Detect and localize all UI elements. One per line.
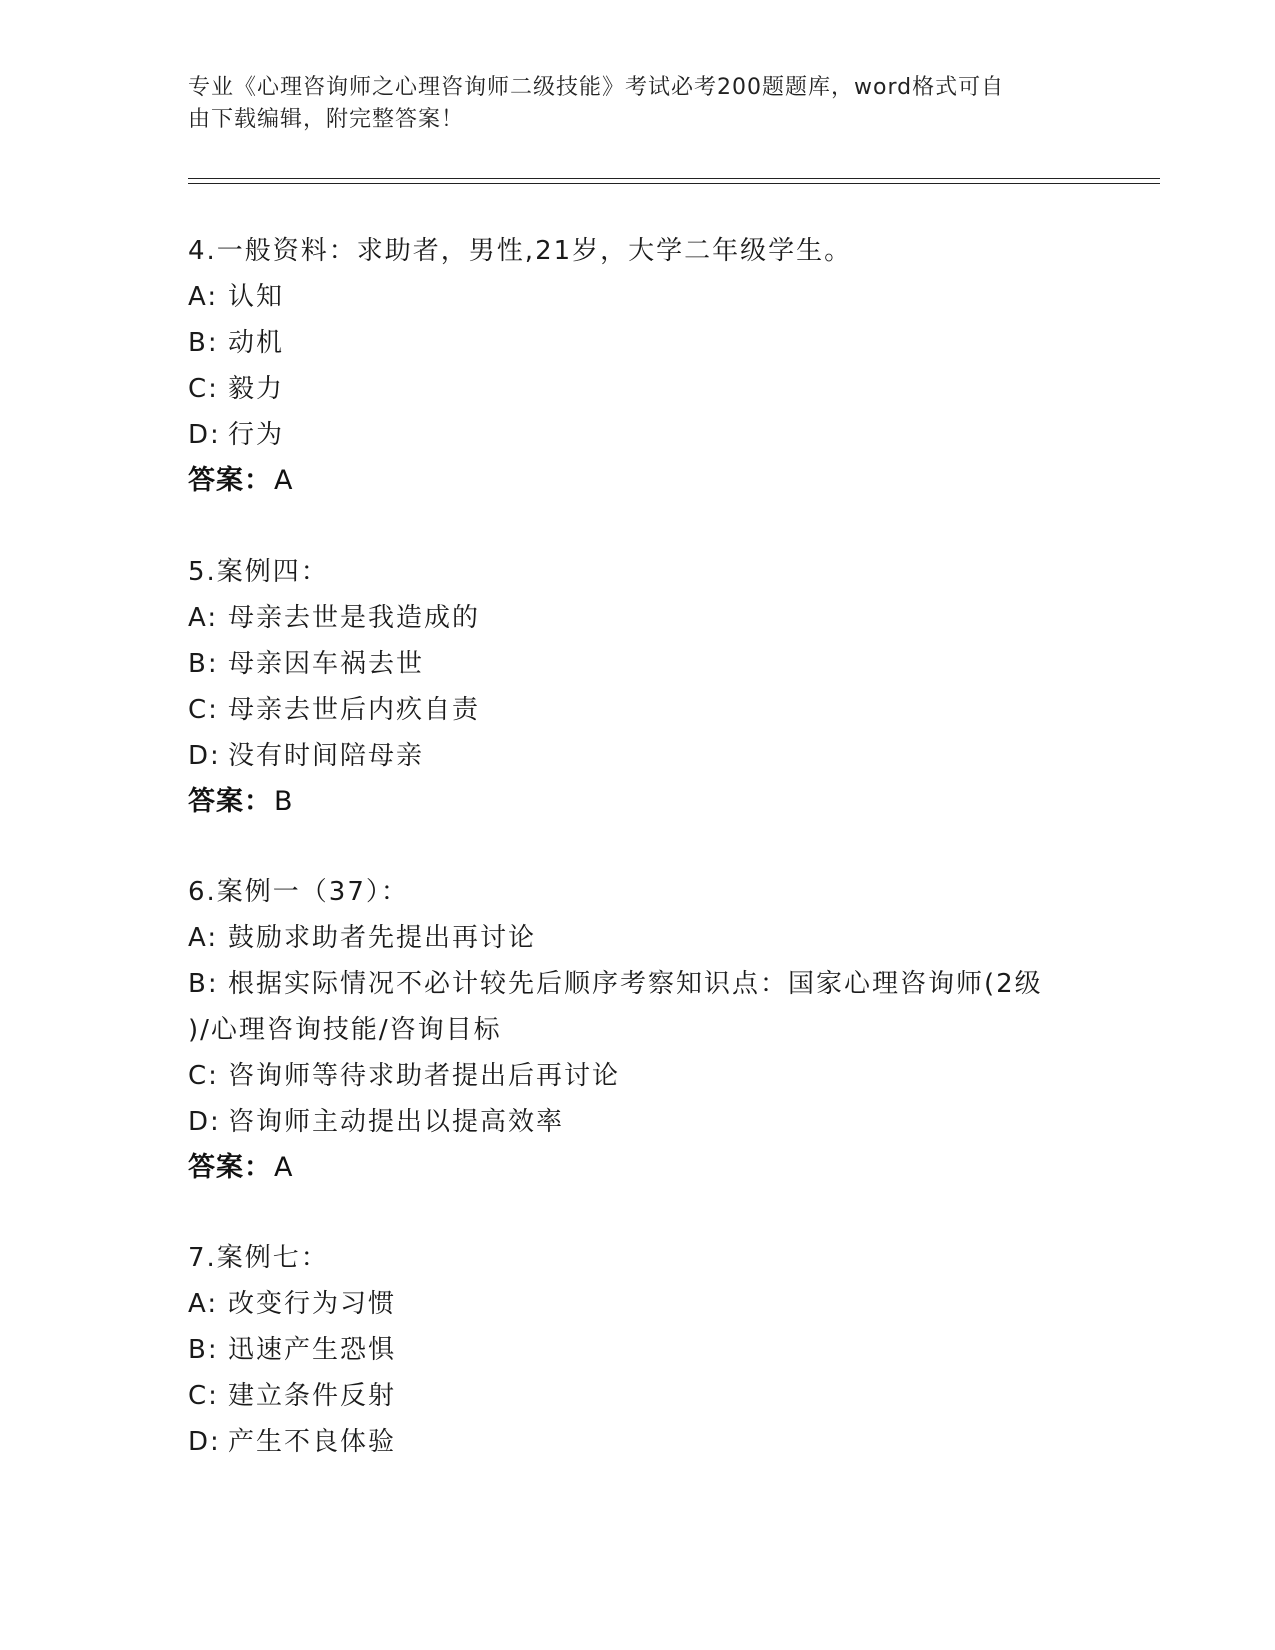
- option-c: [188, 687, 1128, 733]
- option-text: 母亲因车祸去世: [228, 649, 425, 679]
- option-d: [188, 733, 1128, 779]
- option-text: 行为: [228, 420, 285, 450]
- option-b: [188, 1327, 1128, 1373]
- answer-value: A: [274, 465, 294, 496]
- answer-label: 答案：: [188, 1152, 272, 1183]
- option-b-continuation: )/心理咨询技能/咨询目标: [188, 1015, 502, 1045]
- question-title: 7.案例七：: [188, 1243, 329, 1273]
- option-letter: D:: [188, 1427, 221, 1457]
- option-a: [188, 595, 1128, 641]
- option-letter: C:: [188, 374, 219, 404]
- document-header: [188, 72, 1088, 136]
- option-a: [188, 1281, 1128, 1327]
- option-letter: A:: [188, 1289, 219, 1319]
- option-text: 母亲去世是我造成的: [228, 603, 481, 633]
- option-text: 鼓励求助者先提出再讨论: [228, 923, 537, 953]
- option-text: 毅力: [228, 374, 285, 404]
- option-d: [188, 412, 1128, 458]
- question-block: [188, 549, 1128, 825]
- option-letter: D:: [188, 741, 221, 771]
- header-line-2: 由下载编辑，附完整答案！: [188, 107, 465, 132]
- option-letter: B:: [188, 1335, 219, 1365]
- question-title: 4.一般资料：求助者，男性,21岁，大学二年级学生。: [188, 236, 853, 266]
- answer-label: 答案：: [188, 786, 272, 817]
- option-b: [188, 641, 1128, 687]
- option-letter: D:: [188, 420, 221, 450]
- question-title: 5.案例四：: [188, 557, 329, 587]
- option-text: 产生不良体验: [228, 1427, 397, 1457]
- answer-value: B: [274, 786, 294, 817]
- option-a: [188, 915, 1128, 961]
- question-title: 6.案例一（37）：: [188, 877, 409, 907]
- answer-value: A: [274, 1152, 294, 1183]
- option-letter: D:: [188, 1107, 221, 1137]
- option-text: 动机: [228, 328, 285, 358]
- answer-line: [188, 458, 1128, 504]
- answer-label: 答案：: [188, 465, 272, 496]
- header-divider-bottom: [188, 183, 1160, 184]
- option-text: 根据实际情况不必计较先后顺序考察知识点：国家心理咨询师(2级: [228, 969, 1043, 999]
- option-letter: C:: [188, 1061, 219, 1091]
- option-letter: A:: [188, 603, 219, 633]
- option-letter: A:: [188, 282, 219, 312]
- option-letter: C:: [188, 1381, 219, 1411]
- option-text: 迅速产生恐惧: [228, 1335, 397, 1365]
- option-c: [188, 366, 1128, 412]
- header-line-1: 专业《心理咨询师之心理咨询师二级技能》考试必考200题题库，word格式可自: [188, 75, 1005, 100]
- option-text: 认知: [228, 282, 285, 312]
- option-c: [188, 1053, 1128, 1099]
- option-text: 没有时间陪母亲: [228, 741, 425, 771]
- option-text: 改变行为习惯: [228, 1289, 397, 1319]
- option-b: [188, 961, 1128, 1007]
- option-letter: B:: [188, 969, 219, 999]
- question-block: [188, 228, 1128, 504]
- option-a: [188, 274, 1128, 320]
- option-b: [188, 320, 1128, 366]
- question-block: [188, 1235, 1128, 1465]
- option-letter: C:: [188, 695, 219, 725]
- option-c: [188, 1373, 1128, 1419]
- option-d: [188, 1419, 1128, 1465]
- option-letter: B:: [188, 328, 219, 358]
- option-letter: B:: [188, 649, 219, 679]
- option-letter: A:: [188, 923, 219, 953]
- option-text: 母亲去世后内疚自责: [228, 695, 481, 725]
- option-text: 建立条件反射: [228, 1381, 397, 1411]
- header-divider-top: [188, 178, 1160, 179]
- question-block: [188, 869, 1128, 1191]
- option-text: 咨询师等待求助者提出后再讨论: [228, 1061, 621, 1091]
- answer-line: [188, 779, 1128, 825]
- option-text: 咨询师主动提出以提高效率: [228, 1107, 565, 1137]
- answer-line: [188, 1145, 1128, 1191]
- option-d: [188, 1099, 1128, 1145]
